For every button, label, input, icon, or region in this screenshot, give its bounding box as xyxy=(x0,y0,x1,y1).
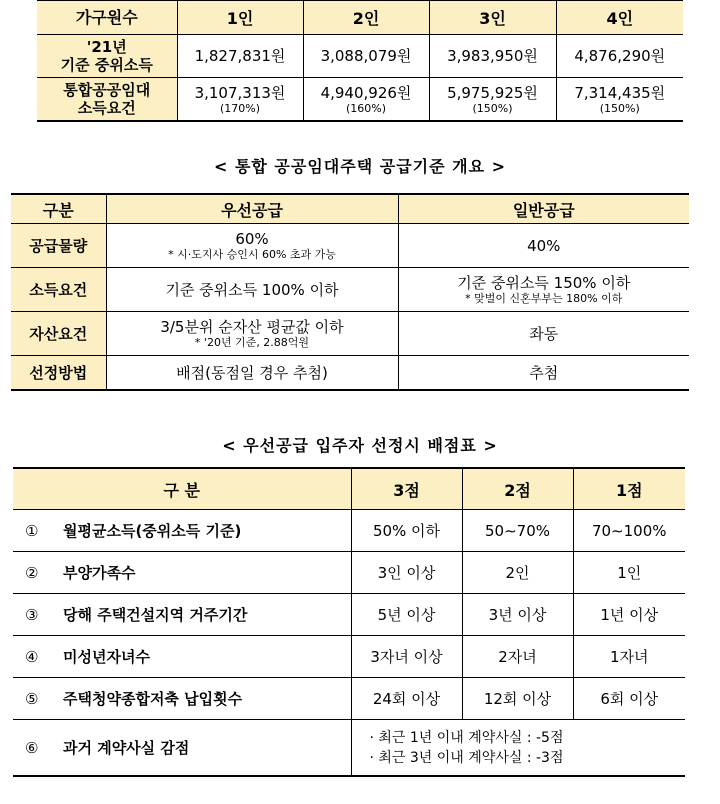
row-label-income-requirement: 소득요건 xyxy=(11,268,106,312)
table-row xyxy=(13,552,685,594)
header-3-points: 3점 xyxy=(351,468,462,510)
table-cell: 3자녀 이상 xyxy=(351,636,462,678)
table-cell: 3,983,950원 xyxy=(429,35,556,78)
header-2-person: 2인 xyxy=(303,1,429,35)
header-general-supply: 일반공급 xyxy=(398,194,689,224)
table-cell: 3년 이상 xyxy=(462,594,573,636)
table-cell: 2자녀 xyxy=(462,636,573,678)
table-cell: 50∼70% xyxy=(462,510,573,552)
header-household-size: 가구원수 xyxy=(37,1,177,35)
row-label-asset-requirement: 자산요건 xyxy=(11,312,106,356)
header-1-person: 1인 xyxy=(177,1,303,35)
table-cell: 24회 이상 xyxy=(351,678,462,720)
table-cell: 4,876,290원 xyxy=(556,35,683,78)
table-cell: 1년 이상 xyxy=(573,594,685,636)
header-category: 구분 xyxy=(11,194,106,224)
table-cell: 70∼100% xyxy=(573,510,685,552)
table-cell: 7,314,435원 (150%) xyxy=(556,78,683,122)
table-row xyxy=(13,678,685,720)
table-cell: 기준 중위소득 150% 이하 * 맞벌이 신혼부부는 180% 이하 xyxy=(398,268,689,312)
table-cell: 좌동 xyxy=(398,312,689,356)
table-cell: 3인 이상 xyxy=(351,552,462,594)
row-label-selection-method: 선정방법 xyxy=(11,356,106,391)
table-header-row xyxy=(37,1,683,35)
table-cell: 40% xyxy=(398,224,689,268)
table-cell: 50% 이하 xyxy=(351,510,462,552)
median-income-table xyxy=(37,0,683,122)
row-label-income-requirement: 통합공공임대 소득요건 xyxy=(37,78,177,122)
table-row xyxy=(11,224,689,268)
header-priority-supply: 우선공급 xyxy=(106,194,398,224)
criterion-monthly-income: ① 월평균소득(중위소득 기준) xyxy=(13,510,351,552)
table-cell: 3,088,079원 xyxy=(303,35,429,78)
criterion-residence-period: ③ 당해 주택건설지역 거주기간 xyxy=(13,594,351,636)
header-1-point: 1점 xyxy=(573,468,685,510)
table-cell: 6회 이상 xyxy=(573,678,685,720)
table-row xyxy=(13,594,685,636)
table-row xyxy=(13,636,685,678)
table-row xyxy=(13,720,685,777)
criterion-savings-payments: ⑤ 주택청약종합저축 납입횟수 xyxy=(13,678,351,720)
table-row xyxy=(37,78,683,122)
section-title-supply-criteria: < 통합 공공임대주택 공급기준 개요 > xyxy=(213,157,507,176)
table-cell: 2인 xyxy=(462,552,573,594)
table-row xyxy=(37,35,683,78)
supply-criteria-table xyxy=(11,193,689,391)
header-4-person: 4인 xyxy=(556,1,683,35)
scoring-table xyxy=(13,467,685,777)
table-header-row xyxy=(13,468,685,510)
table-cell: 추첨 xyxy=(398,356,689,391)
table-row xyxy=(11,312,689,356)
criterion-dependents: ② 부양가족수 xyxy=(13,552,351,594)
table-cell: 기준 중위소득 100% 이하 xyxy=(106,268,398,312)
table-row xyxy=(13,510,685,552)
header-category: 구 분 xyxy=(13,468,351,510)
table-row xyxy=(11,268,689,312)
row-label-median-income: '21년 기준 중위소득 xyxy=(37,35,177,78)
header-3-person: 3인 xyxy=(429,1,556,35)
table-cell: 60% * 시·도지사 승인시 60% 초과 가능 xyxy=(106,224,398,268)
table-cell: 배점(동점일 경우 추첨) xyxy=(106,356,398,391)
table-cell: 1,827,831원 xyxy=(177,35,303,78)
table-cell: 1자녀 xyxy=(573,636,685,678)
criterion-past-contract-deduction: ⑥ 과거 계약사실 감점 xyxy=(13,720,351,777)
table-row xyxy=(11,356,689,391)
table-cell: 3,107,313원 (170%) xyxy=(177,78,303,122)
criterion-minor-children: ④ 미성년자녀수 xyxy=(13,636,351,678)
table-cell: 5,975,925원 (150%) xyxy=(429,78,556,122)
table-cell: 4,940,926원 (160%) xyxy=(303,78,429,122)
header-2-points: 2점 xyxy=(462,468,573,510)
section-title-scoring-table: < 우선공급 입주자 선정시 배점표 > xyxy=(222,436,498,455)
table-cell: 12회 이상 xyxy=(462,678,573,720)
row-label-supply-volume: 공급물량 xyxy=(11,224,106,268)
table-cell: 3/5분위 순자산 평균값 이하 * '20년 기준, 2.88억원 xyxy=(106,312,398,356)
deduction-notes: · 최근 1년 이내 계약사실 : -5점 · 최근 3년 이내 계약사실 : -3점 xyxy=(351,720,685,777)
table-cell: 5년 이상 xyxy=(351,594,462,636)
table-header-row xyxy=(11,194,689,224)
table-cell: 1인 xyxy=(573,552,685,594)
